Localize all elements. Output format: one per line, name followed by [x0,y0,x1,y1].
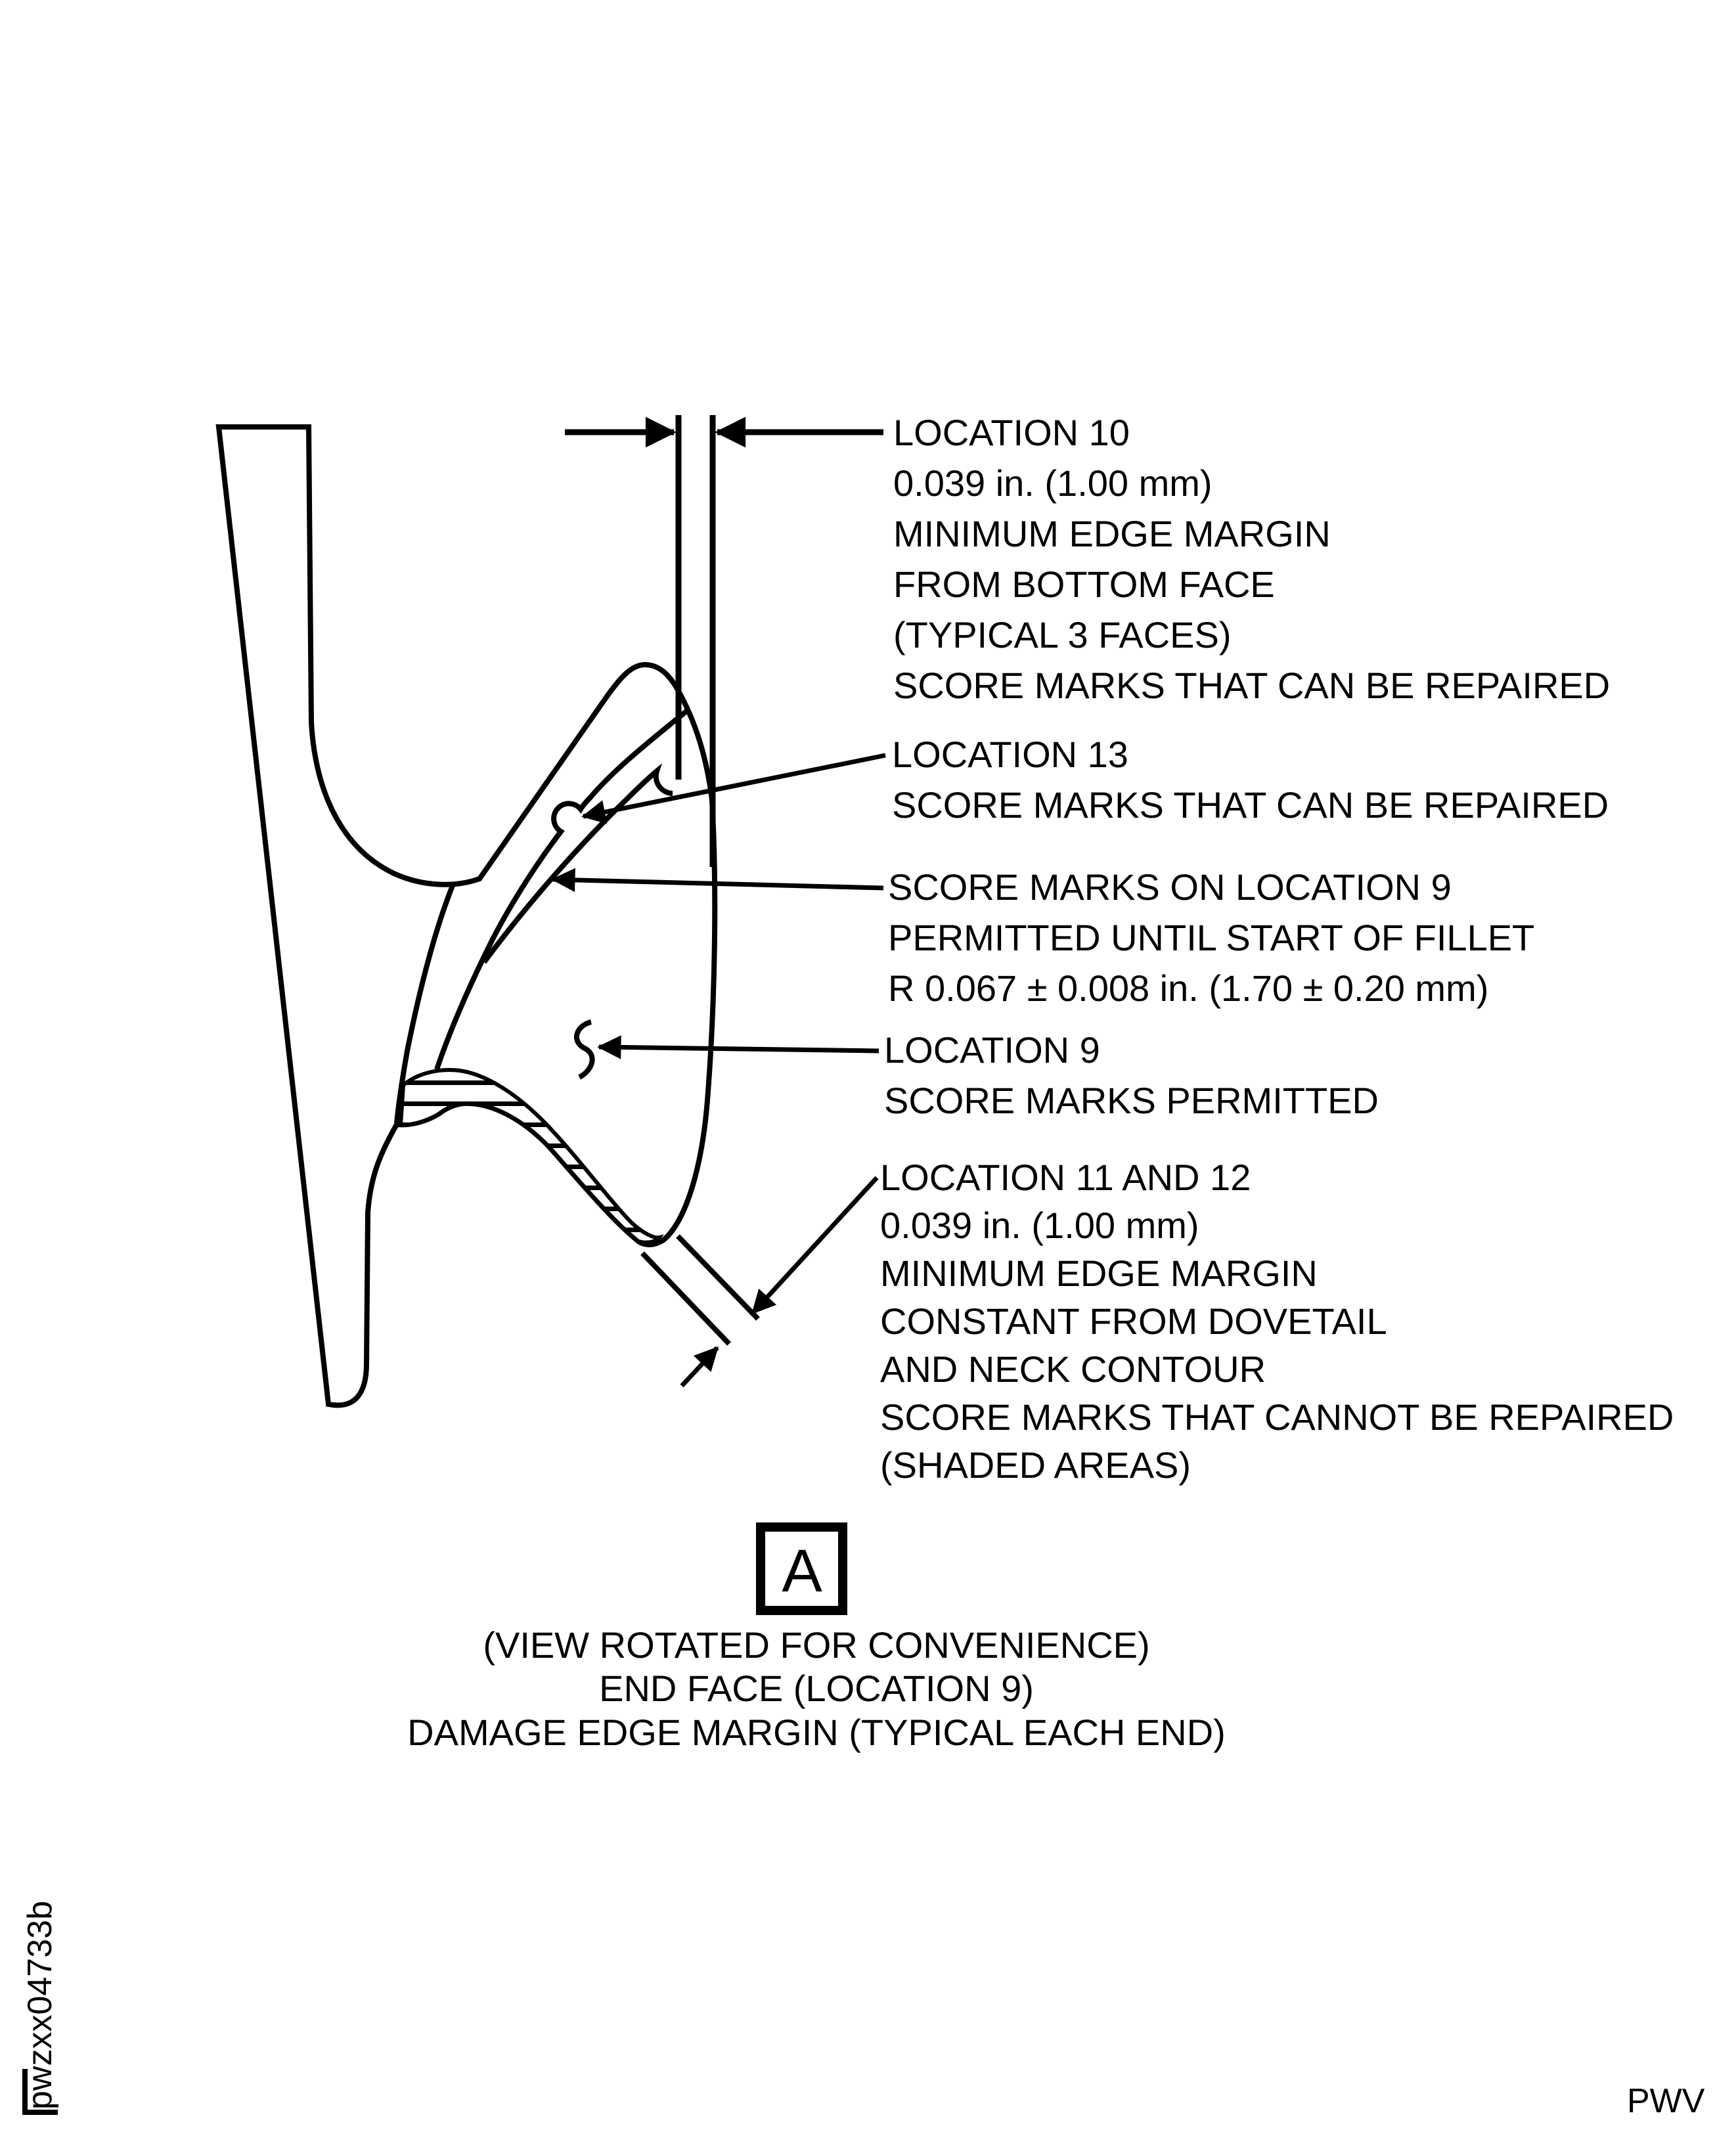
annotation-line: AND NECK CONTOUR [880,1348,1266,1390]
caption-line: END FACE (LOCATION 9) [599,1668,1034,1709]
leader-score-marks-location-9 [553,879,883,888]
caption-line: (VIEW ROTATED FOR CONVENIENCE) [483,1624,1150,1666]
annotation-line: SCORE MARKS ON LOCATION 9 [888,866,1452,908]
annotation-line: SCORE MARKS THAT CANNOT BE REPAIRED [880,1396,1674,1438]
outer-contour [219,427,715,1406]
annotation-line: SCORE MARKS PERMITTED [884,1080,1379,1121]
view-marker [761,1527,843,1610]
shaded-score-area [401,1070,659,1243]
annotation-line: LOCATION 11 AND 12 [880,1157,1251,1198]
publisher-code: PWV [1627,2082,1705,2120]
figure-captions [407,1624,1226,1753]
annotation-line: MINIMUM EDGE MARGIN [893,513,1331,554]
leader-location-9 [599,1047,879,1051]
leader-location-13 [583,755,885,816]
view-marker-letter: A [782,1538,822,1605]
annotation-location-10 [893,412,1610,706]
annotation-location-9-fillet [888,866,1534,1009]
annotation-line: PERMITTED UNTIL START OF FILLET [888,917,1535,958]
figure-id: pwzxx04733b [21,1901,59,2110]
figure-footer [21,1901,1705,2120]
edge-margin-dimension [565,415,883,867]
annotation-line: SCORE MARKS THAT CAN BE REPAIRED [893,665,1611,706]
annotation-line: SCORE MARKS THAT CAN BE REPAIRED [892,784,1609,826]
annotation-line: LOCATION 9 [884,1029,1100,1071]
annotation-line: 0.039 in. (1.00 mm) [880,1205,1199,1246]
fillet-start-line [484,771,673,962]
dovetail-flank-inner [642,1253,729,1344]
annotation-location-11-12 [880,1157,1674,1486]
score-mark-squiggle [577,1022,592,1077]
annotation-location-9 [884,1029,1379,1121]
annotation-line: LOCATION 10 [893,412,1130,453]
annotation-line: (TYPICAL 3 FACES) [893,614,1232,655]
caption-line: DAMAGE EDGE MARGIN (TYPICAL EACH END) [407,1712,1226,1753]
annotation-line: LOCATION 13 [892,734,1128,775]
leader-lines [553,755,885,1386]
annotation-line: MINIMUM EDGE MARGIN [880,1253,1318,1294]
annotation-line: 0.039 in. (1.00 mm) [893,462,1213,504]
margin-pointer-arrow [682,1348,717,1386]
annotation-text [880,412,1674,1486]
annotation-line: (SHADED AREAS) [880,1444,1191,1486]
leader-location-11-12 [753,1178,877,1313]
annotation-line: CONSTANT FROM DOVETAIL [880,1300,1387,1342]
annotation-line: FROM BOTTOM FACE [893,564,1275,605]
annotation-location-13 [892,734,1609,826]
annotation-line: R 0.067 ± 0.008 in. (1.70 ± 0.20 mm) [888,967,1489,1009]
